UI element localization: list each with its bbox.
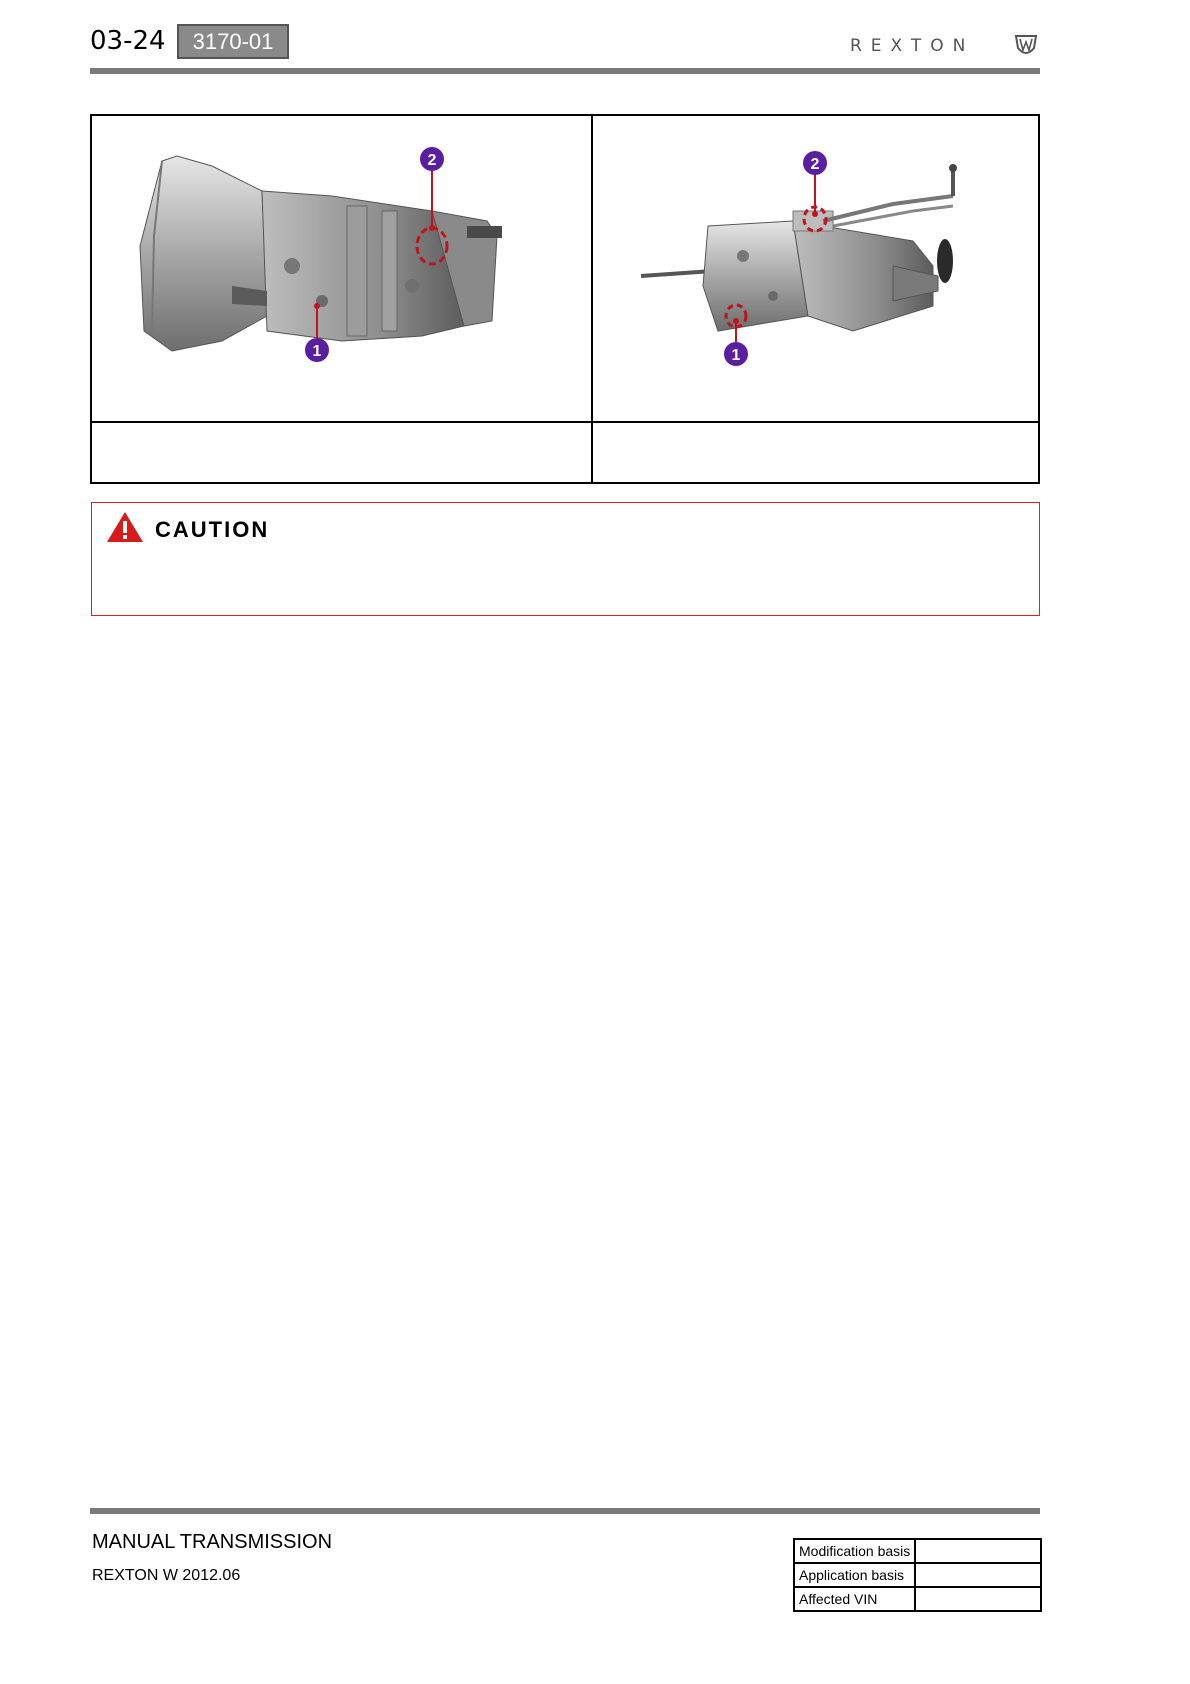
brand-logo: [850, 30, 1040, 60]
modification-basis-label: Modification basis: [794, 1539, 915, 1563]
transmission-linkage-view-figure: [593, 116, 1038, 421]
svg-text:2: 2: [810, 156, 820, 173]
header-rule: [90, 68, 1040, 74]
modification-basis-value: [915, 1539, 1041, 1563]
callout-2-badge: [420, 147, 444, 171]
warning-triangle-icon: [105, 510, 145, 544]
revision-info-table: [793, 1538, 1042, 1612]
transmission-image: [140, 156, 502, 351]
affected-vin-value: [915, 1587, 1041, 1611]
brand-wordmark: REXTON: [850, 36, 975, 56]
table-row: [794, 1539, 1041, 1563]
affected-vin-label: Affected VIN: [794, 1587, 915, 1611]
footer-rule: [90, 1508, 1040, 1514]
section-code-badge: 3170-01: [177, 24, 289, 59]
figure-divider-horizontal: [92, 421, 1038, 423]
footer-subtitle: REXTON W 2012.06: [92, 1567, 241, 1584]
svg-text:2: 2: [427, 152, 437, 169]
svg-text:1: 1: [731, 347, 741, 364]
callout-1-badge: [305, 338, 329, 362]
callout-2-badge: [803, 151, 827, 175]
svg-text:1: 1: [312, 343, 322, 360]
footer-title: MANUAL TRANSMISSION: [92, 1531, 333, 1553]
brand-emblem-icon: [1016, 36, 1036, 53]
caution-title: CAUTION: [155, 517, 270, 542]
table-row: [794, 1587, 1041, 1611]
application-basis-value: [915, 1563, 1041, 1587]
page-number: 03-24: [90, 26, 166, 56]
transmission-side-view-figure: [92, 116, 591, 421]
table-row: [794, 1563, 1041, 1587]
callout-1-badge: [724, 342, 748, 366]
caution-box: [91, 502, 1040, 616]
figure-table: [90, 114, 1040, 484]
transmission-image: [641, 164, 957, 331]
application-basis-label: Application basis: [794, 1563, 915, 1587]
